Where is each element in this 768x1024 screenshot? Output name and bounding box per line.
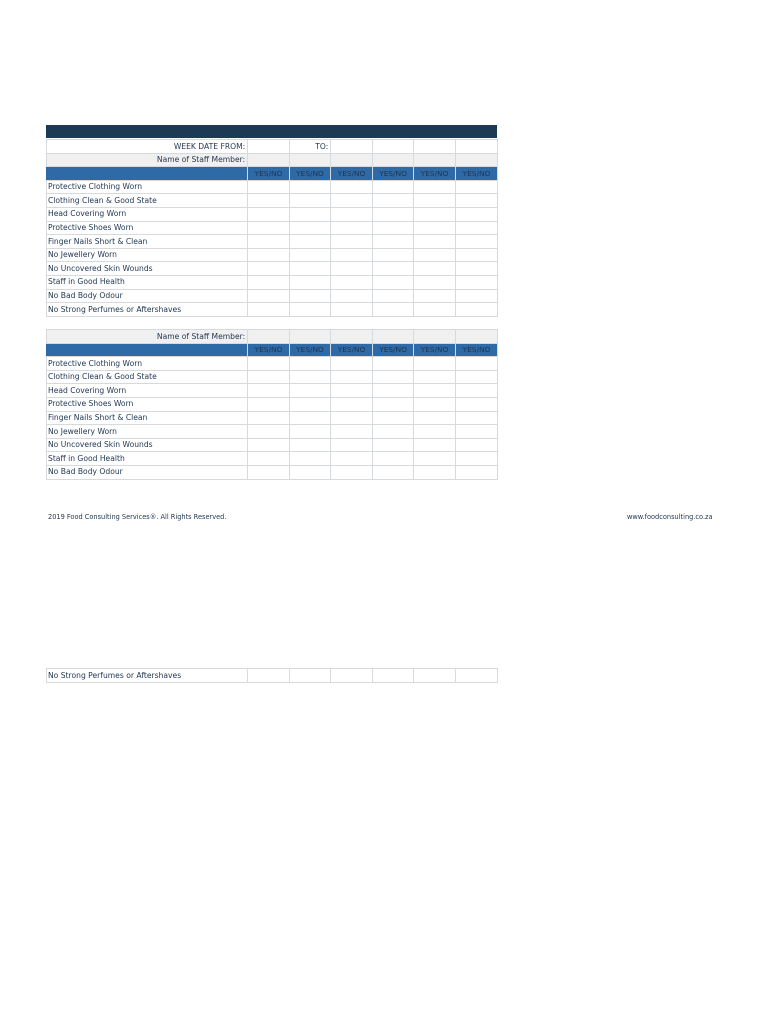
yes-no-cell[interactable] xyxy=(248,452,290,466)
checklist-item-label: Staff in Good Health xyxy=(47,452,248,466)
staff-member-field[interactable] xyxy=(331,153,373,167)
yes-no-cell[interactable] xyxy=(414,411,456,425)
yes-no-cell[interactable] xyxy=(414,438,456,452)
yes-no-cell[interactable] xyxy=(372,275,414,289)
yes-no-cell[interactable] xyxy=(248,303,290,317)
column-header-row xyxy=(47,167,498,181)
yes-no-header: YES/NO xyxy=(289,167,331,181)
yes-no-cell[interactable] xyxy=(289,221,331,235)
yes-no-cell[interactable] xyxy=(455,303,497,317)
yes-no-cell[interactable] xyxy=(372,397,414,411)
week-date-to-value[interactable] xyxy=(331,140,373,154)
yes-no-cell[interactable] xyxy=(289,370,331,384)
yes-no-cell[interactable] xyxy=(331,411,373,425)
staff-member-field[interactable] xyxy=(289,153,331,167)
yes-no-cell[interactable] xyxy=(455,180,497,194)
checklist-row xyxy=(47,207,498,221)
yes-no-cell[interactable] xyxy=(372,289,414,303)
checklist-row xyxy=(47,425,498,439)
yes-no-cell[interactable] xyxy=(248,180,290,194)
yes-no-cell[interactable] xyxy=(372,370,414,384)
yes-no-cell[interactable] xyxy=(331,397,373,411)
yes-no-cell[interactable] xyxy=(372,438,414,452)
checklist-row xyxy=(47,275,498,289)
yes-no-header: YES/NO xyxy=(248,343,290,357)
copyright-text: 2019 Food Consulting Services®. All Rights Reserved. xyxy=(48,513,227,521)
yes-no-header: YES/NO xyxy=(372,343,414,357)
yes-no-cell[interactable] xyxy=(372,425,414,439)
checklist-row xyxy=(47,235,498,249)
yes-no-cell[interactable] xyxy=(455,452,497,466)
checklist-items-overflow xyxy=(47,669,498,683)
yes-no-cell[interactable] xyxy=(289,303,331,317)
yes-no-cell[interactable] xyxy=(455,235,497,249)
yes-no-cell[interactable] xyxy=(248,248,290,262)
yes-no-cell[interactable] xyxy=(289,411,331,425)
checklist-item-label: Finger Nails Short & Clean xyxy=(47,411,248,425)
checklist-item-label: No Bad Body Odour xyxy=(47,465,248,479)
yes-no-cell[interactable] xyxy=(455,370,497,384)
yes-no-cell[interactable] xyxy=(331,438,373,452)
checklist-row xyxy=(47,357,498,371)
yes-no-header: YES/NO xyxy=(455,167,497,181)
yes-no-cell[interactable] xyxy=(289,425,331,439)
yes-no-cell[interactable] xyxy=(455,465,497,479)
yes-no-cell[interactable] xyxy=(248,669,290,683)
yes-no-cell[interactable] xyxy=(289,235,331,249)
yes-no-cell[interactable] xyxy=(372,194,414,208)
yes-no-cell[interactable] xyxy=(289,438,331,452)
yes-no-cell[interactable] xyxy=(455,411,497,425)
checklist-item-label: Clothing Clean & Good State xyxy=(47,370,248,384)
checklist-item-label: Finger Nails Short & Clean xyxy=(47,235,248,249)
yes-no-cell[interactable] xyxy=(414,370,456,384)
checklist-row xyxy=(47,289,498,303)
yes-no-cell[interactable] xyxy=(414,194,456,208)
yes-no-header: YES/NO xyxy=(372,167,414,181)
yes-no-cell[interactable] xyxy=(331,235,373,249)
yes-no-cell[interactable] xyxy=(372,262,414,276)
yes-no-cell[interactable] xyxy=(248,235,290,249)
yes-no-cell[interactable] xyxy=(414,384,456,398)
yes-no-cell[interactable] xyxy=(289,357,331,371)
yes-no-cell[interactable] xyxy=(414,357,456,371)
checklist-row xyxy=(47,452,498,466)
yes-no-cell[interactable] xyxy=(248,289,290,303)
yes-no-cell[interactable] xyxy=(331,221,373,235)
yes-no-header: YES/NO xyxy=(289,343,331,357)
yes-no-cell[interactable] xyxy=(455,357,497,371)
checklist-row xyxy=(47,397,498,411)
yes-no-cell[interactable] xyxy=(289,262,331,276)
staff-member-field[interactable] xyxy=(289,330,331,344)
yes-no-cell[interactable] xyxy=(414,275,456,289)
yes-no-cell[interactable] xyxy=(455,438,497,452)
staff-member-field[interactable] xyxy=(414,330,456,344)
checklist-row xyxy=(47,248,498,262)
yes-no-cell[interactable] xyxy=(331,425,373,439)
checklist-item-label: No Jewellery Worn xyxy=(47,248,248,262)
yes-no-cell[interactable] xyxy=(248,275,290,289)
week-date-from-value[interactable] xyxy=(248,140,290,154)
yes-no-header: YES/NO xyxy=(414,343,456,357)
yes-no-cell[interactable] xyxy=(372,221,414,235)
checklist-item-label: No Uncovered Skin Wounds xyxy=(47,438,248,452)
staff-member-label: Name of Staff Member: xyxy=(47,330,248,344)
yes-no-cell[interactable] xyxy=(331,262,373,276)
yes-no-cell[interactable] xyxy=(455,669,497,683)
yes-no-header: YES/NO xyxy=(331,343,373,357)
staff-member-label: Name of Staff Member: xyxy=(47,153,248,167)
yes-no-cell[interactable] xyxy=(414,303,456,317)
yes-no-cell[interactable] xyxy=(455,248,497,262)
yes-no-cell[interactable] xyxy=(331,384,373,398)
yes-no-cell[interactable] xyxy=(248,221,290,235)
yes-no-cell[interactable] xyxy=(331,248,373,262)
yes-no-cell[interactable] xyxy=(455,262,497,276)
yes-no-cell[interactable] xyxy=(455,397,497,411)
yes-no-cell[interactable] xyxy=(414,425,456,439)
yes-no-cell[interactable] xyxy=(331,207,373,221)
column-header-row xyxy=(47,343,498,357)
yes-no-header: YES/NO xyxy=(455,343,497,357)
yes-no-cell[interactable] xyxy=(248,384,290,398)
yes-no-cell[interactable] xyxy=(248,207,290,221)
checklist-item-label: No Jewellery Worn xyxy=(47,425,248,439)
yes-no-cell[interactable] xyxy=(414,669,456,683)
week-date-row xyxy=(47,140,498,154)
header-bar xyxy=(46,125,497,138)
yes-no-cell[interactable] xyxy=(372,452,414,466)
yes-no-cell[interactable] xyxy=(372,248,414,262)
yes-no-cell[interactable] xyxy=(455,194,497,208)
yes-no-header: YES/NO xyxy=(414,167,456,181)
yes-no-cell[interactable] xyxy=(248,411,290,425)
yes-no-cell[interactable] xyxy=(331,303,373,317)
yes-no-cell[interactable] xyxy=(414,221,456,235)
yes-no-cell[interactable] xyxy=(455,384,497,398)
yes-no-cell[interactable] xyxy=(372,384,414,398)
yes-no-cell[interactable] xyxy=(414,262,456,276)
yes-no-cell[interactable] xyxy=(414,235,456,249)
staff-member-row xyxy=(47,153,498,167)
checklist-row xyxy=(47,221,498,235)
yes-no-cell[interactable] xyxy=(372,411,414,425)
yes-no-cell[interactable] xyxy=(331,275,373,289)
yes-no-cell[interactable] xyxy=(289,289,331,303)
yes-no-cell[interactable] xyxy=(289,275,331,289)
yes-no-cell[interactable] xyxy=(289,194,331,208)
checklist-row xyxy=(47,384,498,398)
yes-no-cell[interactable] xyxy=(331,289,373,303)
yes-no-cell[interactable] xyxy=(372,303,414,317)
checklist-item-label: Protective Clothing Worn xyxy=(47,357,248,371)
checklist-row xyxy=(47,194,498,208)
checklist-row xyxy=(47,303,498,317)
checklist-item-label: No Strong Perfumes or Aftershaves xyxy=(47,303,248,317)
yes-no-cell[interactable] xyxy=(372,235,414,249)
checklist-row xyxy=(47,669,498,683)
yes-no-cell[interactable] xyxy=(372,357,414,371)
yes-no-cell[interactable] xyxy=(414,248,456,262)
yes-no-cell[interactable] xyxy=(248,262,290,276)
yes-no-cell[interactable] xyxy=(414,180,456,194)
website-link[interactable]: www.foodconsulting.co.za xyxy=(627,513,713,521)
checklist-item-label: Head Covering Worn xyxy=(47,207,248,221)
yes-no-cell[interactable] xyxy=(289,384,331,398)
checklist-item-label: No Strong Perfumes or Aftershaves xyxy=(47,669,248,683)
yes-no-cell[interactable] xyxy=(289,207,331,221)
yes-no-cell[interactable] xyxy=(289,180,331,194)
staff-member-field[interactable] xyxy=(248,153,290,167)
yes-no-cell[interactable] xyxy=(372,669,414,683)
staff-member-field[interactable] xyxy=(331,330,373,344)
checklist-table-2 xyxy=(46,329,498,480)
yes-no-cell[interactable] xyxy=(289,248,331,262)
yes-no-cell[interactable] xyxy=(455,425,497,439)
staff-member-field[interactable] xyxy=(455,153,497,167)
checklist-item-label: Protective Shoes Worn xyxy=(47,221,248,235)
week-date-from-label: WEEK DATE FROM: xyxy=(47,140,248,154)
checklist-item-label: Clothing Clean & Good State xyxy=(47,194,248,208)
yes-no-cell[interactable] xyxy=(414,289,456,303)
checklist-item-label: Head Covering Worn xyxy=(47,384,248,398)
yes-no-cell[interactable] xyxy=(248,438,290,452)
staff-member-field[interactable] xyxy=(414,153,456,167)
yes-no-cell[interactable] xyxy=(289,397,331,411)
to-label: TO: xyxy=(289,140,331,154)
yes-no-cell[interactable] xyxy=(455,275,497,289)
yes-no-cell[interactable] xyxy=(331,180,373,194)
yes-no-cell[interactable] xyxy=(331,370,373,384)
checklist-item-label: Protective Shoes Worn xyxy=(47,397,248,411)
checklist-row xyxy=(47,465,498,479)
staff-member-field[interactable] xyxy=(455,330,497,344)
checklist-item-label: Protective Clothing Worn xyxy=(47,180,248,194)
yes-no-cell[interactable] xyxy=(248,370,290,384)
yes-no-cell[interactable] xyxy=(331,194,373,208)
yes-no-cell[interactable] xyxy=(372,207,414,221)
staff-member-field[interactable] xyxy=(248,330,290,344)
staff-member-field[interactable] xyxy=(372,330,414,344)
checklist-row xyxy=(47,180,498,194)
checklist-row xyxy=(47,370,498,384)
checklist-table-overflow xyxy=(46,668,498,683)
checklist-row xyxy=(47,411,498,425)
yes-no-cell[interactable] xyxy=(248,425,290,439)
staff-member-field[interactable] xyxy=(372,153,414,167)
yes-no-cell[interactable] xyxy=(248,465,290,479)
yes-no-cell[interactable] xyxy=(372,180,414,194)
checklist-item-label: No Uncovered Skin Wounds xyxy=(47,262,248,276)
yes-no-cell[interactable] xyxy=(455,221,497,235)
checklist-table-1 xyxy=(46,139,498,317)
yes-no-cell[interactable] xyxy=(289,452,331,466)
yes-no-cell[interactable] xyxy=(331,452,373,466)
checklist-item-label: Staff in Good Health xyxy=(47,275,248,289)
yes-no-header: YES/NO xyxy=(331,167,373,181)
yes-no-cell[interactable] xyxy=(248,194,290,208)
yes-no-cell[interactable] xyxy=(455,207,497,221)
staff-member-row xyxy=(47,330,498,344)
yes-no-cell[interactable] xyxy=(331,357,373,371)
yes-no-cell[interactable] xyxy=(414,207,456,221)
yes-no-cell[interactable] xyxy=(414,465,456,479)
yes-no-cell[interactable] xyxy=(289,669,331,683)
yes-no-cell[interactable] xyxy=(414,452,456,466)
yes-no-cell[interactable] xyxy=(331,669,373,683)
yes-no-cell[interactable] xyxy=(248,357,290,371)
yes-no-cell[interactable] xyxy=(248,397,290,411)
yes-no-cell[interactable] xyxy=(414,397,456,411)
yes-no-cell[interactable] xyxy=(372,465,414,479)
yes-no-header: YES/NO xyxy=(248,167,290,181)
checklist-items-1 xyxy=(47,180,498,316)
yes-no-cell[interactable] xyxy=(331,465,373,479)
checklist-row xyxy=(47,262,498,276)
yes-no-cell[interactable] xyxy=(455,289,497,303)
checklist-item-label: No Bad Body Odour xyxy=(47,289,248,303)
checklist-items-2 xyxy=(47,357,498,479)
checklist-row xyxy=(47,438,498,452)
yes-no-cell[interactable] xyxy=(289,465,331,479)
